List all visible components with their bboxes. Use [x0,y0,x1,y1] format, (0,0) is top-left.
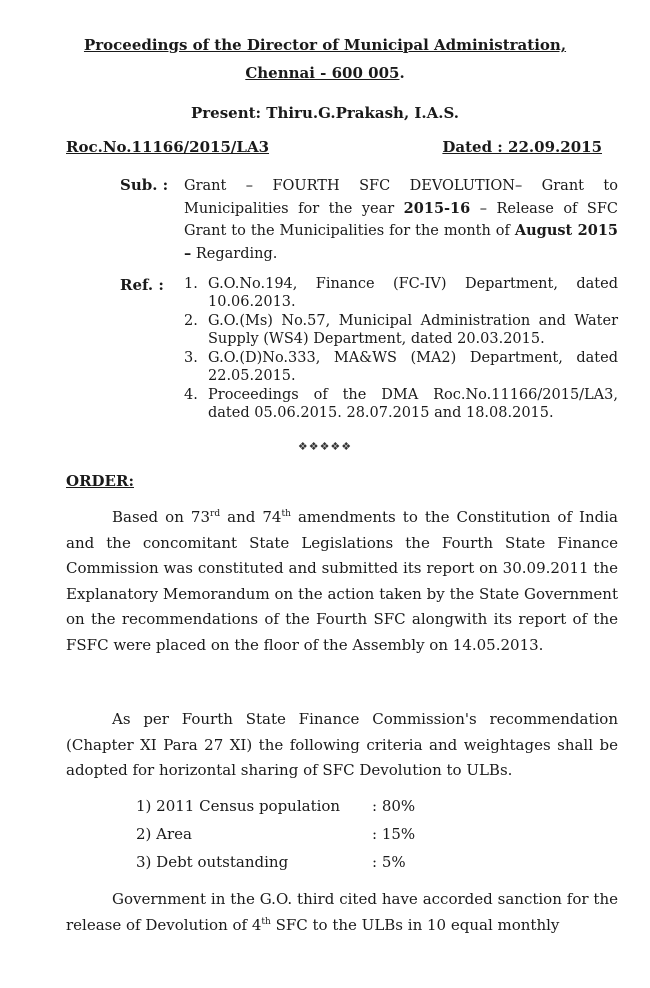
present-officer: Present: Thiru.G.Prakash, I.A.S. [190,104,460,122]
reference-label: Ref. : [120,276,164,294]
criteria-row [136,853,556,875]
section-divider: ❖❖❖❖❖ [297,440,353,453]
para1-text-b: and 74 [220,508,282,526]
criteria-weight: : 80% [372,797,416,815]
subject-month: August 2015 – [184,222,618,262]
criteria-weight: : 15% [372,825,416,843]
subject-part2: – Release of SFC Grant to the Municipalities for the month of [184,200,618,239]
reference-number: 2. [184,313,198,329]
subject-text [184,176,618,265]
reference-number: 3. [184,350,198,366]
order-paragraph-2: As per Fourth State Finance Commission's recommendation (Chapter XI Para 27 XI) the following criteria and weightages shall be adopted for horizontal sharing of SFC Devolution to ULBs. [66,710,618,779]
para3-superscript-th: th [261,916,271,927]
para1-superscript-th: th [281,509,291,519]
criteria-weight: : 5% [372,853,406,871]
subject-year: 2015-16 [403,199,471,217]
reference-number: 1. [184,276,198,292]
reference-item [184,313,618,348]
roc-number: Roc.No.11166/2015/LA3 [66,138,270,156]
document-title-line2 [0,64,650,82]
para1-superscript-rd: rd [210,509,221,519]
reference-text: Proceedings of the DMA Roc.No.11166/2015/LA3, dated 05.06.2015. 28.07.2015 and 18.08.2015. [208,387,618,421]
reference-text: G.O.No.194, Finance (FC-IV) Department, dated 10.06.2013. [208,276,618,310]
subject-part3: Regarding. [191,245,278,262]
order-heading: ORDER: [66,472,134,490]
criteria-name: 2) Area [136,825,192,843]
reference-item [184,350,618,385]
subject-label: Sub. : [120,176,169,194]
criteria-row [136,825,556,847]
reference-text: G.O.(D)No.333, MA&WS (MA2) Department, dated 22.05.2015. [208,350,618,384]
para3-text-b: SFC to the ULBs in 10 equal monthly [270,915,560,934]
city-name-period: . [399,64,405,82]
order-paragraph-3 [66,887,618,938]
reference-item [184,387,618,422]
reference-item [184,276,618,311]
para1-text-a: Based on 73 [112,508,211,526]
order-paragraph-1 [66,505,618,658]
document-title-line1: Proceedings of the Director of Municipal Administration, [83,36,567,54]
reference-number: 4. [184,387,198,403]
criteria-name: 1) 2011 Census population [136,797,341,815]
document-date: Dated : 22.09.2015 [442,138,602,156]
subject-part1: Grant – FOURTH SFC DEVOLUTION– Grant to Municipalities for the year [184,178,618,217]
criteria-name: 3) Debt outstanding [136,853,289,871]
criteria-row [136,797,556,819]
reference-list [184,276,618,424]
para3-text-a: Government in the G.O. third cited have accorded sanction for the release of Devolution of 4 [66,890,618,934]
city-name: Chennai - 600 005 [245,64,400,82]
reference-text: G.O.(Ms) No.57, Municipal Administration and Water Supply (WS4) Department, dated 20.03.2015. [208,313,618,347]
para1-text-c: amendments to the Constitution of India and the concomitant State Legislations the Fourth State Finance Commission was constituted and submitted its report on 30.09.2011 the Explanatory Memorandum on the action taken by the State Government on the recommendations of the Fourth SFC alongwith its report of the FSFC were placed on the floor of the Assembly on 14.05.2013. [66,508,618,654]
